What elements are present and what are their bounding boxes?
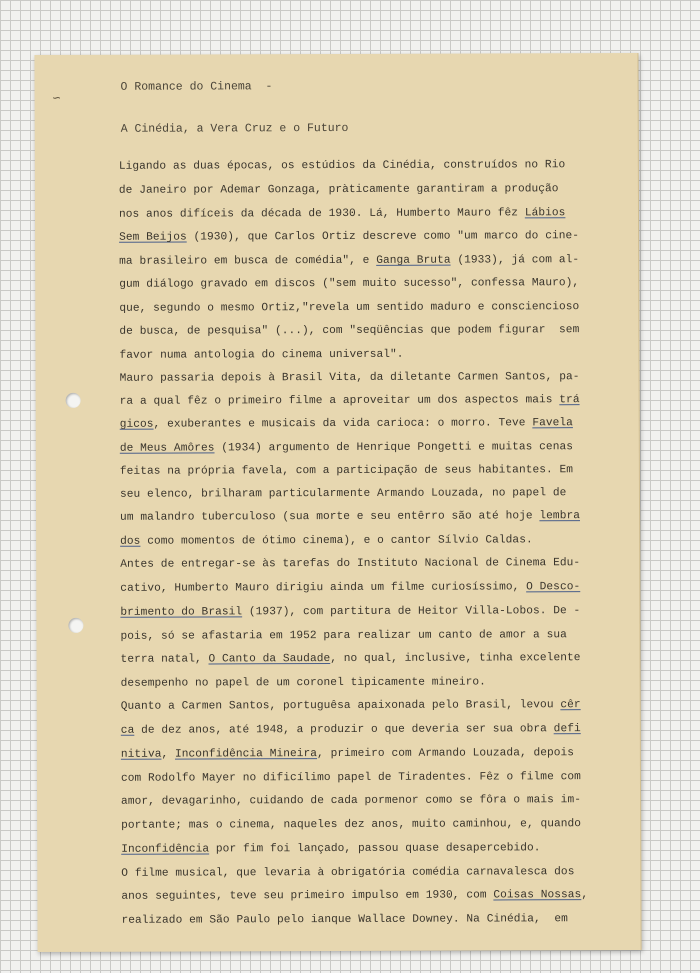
text-line: portante; mas o cinema, naqueles dez anos, muito caminhou, e, quando: [121, 818, 582, 832]
underlined-title: Sem Beijos: [119, 231, 187, 244]
text-line: Antes de entregar-se às tarefas do Instituto Nacional de Cinema Edu-: [120, 557, 581, 571]
section-title: A Cinédia, a Vera Cruz e o Futuro: [120, 121, 349, 136]
text-line: O filme musical, que levaria à obrigatória comédia carnavalesca dos: [121, 866, 575, 880]
text-line: favor numa antologia do cinema universal".: [119, 348, 404, 362]
text-line: anos seguintes, teve seu primeiro impulso em 1930, com Coisas Nossas,: [121, 889, 589, 903]
text-line: nos anos difíceis da década de 1930. Lá, Humberto Mauro fêz Lábios: [118, 207, 566, 221]
text-line: feitas na própria favela, com a participação de seus habitantes. Em: [119, 464, 574, 478]
text-line: gicos, exuberantes e musicais da vida carioca: o morro. Teve Favela: [119, 417, 573, 431]
text-line: seu elenco, brilharam particularmente Armando Louzada, no papel de: [119, 487, 567, 501]
underlined-title: trá: [559, 394, 580, 407]
typewritten-page: [34, 53, 641, 952]
underlined-title: cêr: [560, 699, 581, 712]
text-line: gum diálogo gravado em discos ("sem muito sucesso", confessa Mauro),: [119, 277, 580, 291]
text-line: desempenho no papel de um coronel tìpicamente mineiro.: [120, 676, 486, 690]
text-line: ra a qual fêz o primeiro filme a aproveitar um dos aspectos mais trá: [119, 394, 580, 408]
text-line: nitiva, Inconfidência Mineira, primeiro com Armando Louzada, depois: [120, 747, 575, 761]
text-line: amor, devagarinho, cuidando de cada pormenor como se fôra o mais im-: [121, 794, 581, 808]
text-line: Mauro passaria depois à Brasil Vita, da diletante Carmen Santos, pa-: [119, 371, 580, 385]
text-line: terra natal, O Canto da Saudade, no qual, inclusive, tinha excelente: [120, 652, 581, 666]
underlined-title: O Canto da Saudade: [208, 653, 331, 666]
underlined-title: nitiva: [120, 748, 162, 761]
punch-hole: [66, 393, 81, 408]
text-line: de busca, de pesquisa" (...), com "seqüências que podem figurar sem: [119, 324, 580, 338]
text-line: com Rodolfo Mayer no dificílimo papel de Tiradentes. Fêz o filme com: [120, 771, 581, 785]
underlined-title: Favela: [532, 417, 573, 430]
underlined-title: gicos: [119, 418, 154, 431]
text-line: Ligando as duas épocas, os estúdios da Cinédia, construídos no Rio: [118, 159, 566, 173]
underlined-title: Ganga Bruta: [376, 254, 451, 267]
text-line: de Meus Amôres (1934) argumento de Henrique Pongetti e muitas cenas: [119, 441, 574, 455]
text-line: pois, só se afastaria em 1952 para realizar um canto de amor a sua: [120, 629, 567, 643]
text-line: cativo, Humberto Mauro dirigiu ainda um filme curiosíssimo, O Desco-: [120, 581, 581, 595]
underlined-title: de Meus Amôres: [119, 442, 215, 455]
punch-hole: [68, 618, 83, 633]
underlined-title: Inconfidência Mineira: [174, 748, 318, 761]
underlined-title: Inconfidência: [121, 843, 210, 856]
text-line: Inconfidência por fim foi lançado, passou quase desapercebido.: [121, 842, 541, 856]
underlined-title: defi: [553, 723, 581, 736]
underlined-title: Lábios: [524, 207, 566, 220]
text-line: dos como momentos de ótimo cinema), e o cantor Sílvio Caldas.: [120, 534, 533, 548]
text-line: realizado em São Paulo pelo ianque Wallace Downey. Na Cinédia, em: [121, 913, 568, 927]
text-line: ca de dez anos, até 1948, a produzir o que deveria ser sua obra defi: [120, 723, 581, 737]
text-line: que, segundo o mesmo Ortiz,"revela um sentido maduro e consciencioso: [119, 301, 580, 315]
underlined-title: O Desco-: [526, 581, 581, 594]
underlined-title: brimento do Brasil: [120, 606, 243, 619]
document-title: O Romance do Cinema -: [120, 80, 273, 94]
text-line: Quanto a Carmen Santos, portuguêsa apaixonada pelo Brasil, levou cêr: [120, 699, 581, 713]
text-line: ma brasileiro em busca de comédia", e Ganga Bruta (1933), já com al-: [119, 254, 580, 268]
underlined-title: lembra: [539, 510, 581, 523]
underlined-title: ca: [120, 724, 135, 737]
text-line: um malandro tuberculoso (sua morte e seu entêrro são até hoje lembra: [120, 510, 581, 524]
underlined-title: dos: [120, 535, 141, 548]
underlined-title: Coisas Nossas: [493, 889, 582, 902]
margin-mark: ∽: [52, 90, 61, 106]
text-line: brimento do Brasil (1937), com partitura de Heitor Villa-Lobos. De -: [120, 605, 581, 619]
text-line: de Janeiro por Ademar Gonzaga, pràticamente garantiram a produção: [118, 183, 559, 197]
text-line: Sem Beijos (1930), que Carlos Ortiz descreve como "um marco do cine-: [119, 230, 580, 244]
